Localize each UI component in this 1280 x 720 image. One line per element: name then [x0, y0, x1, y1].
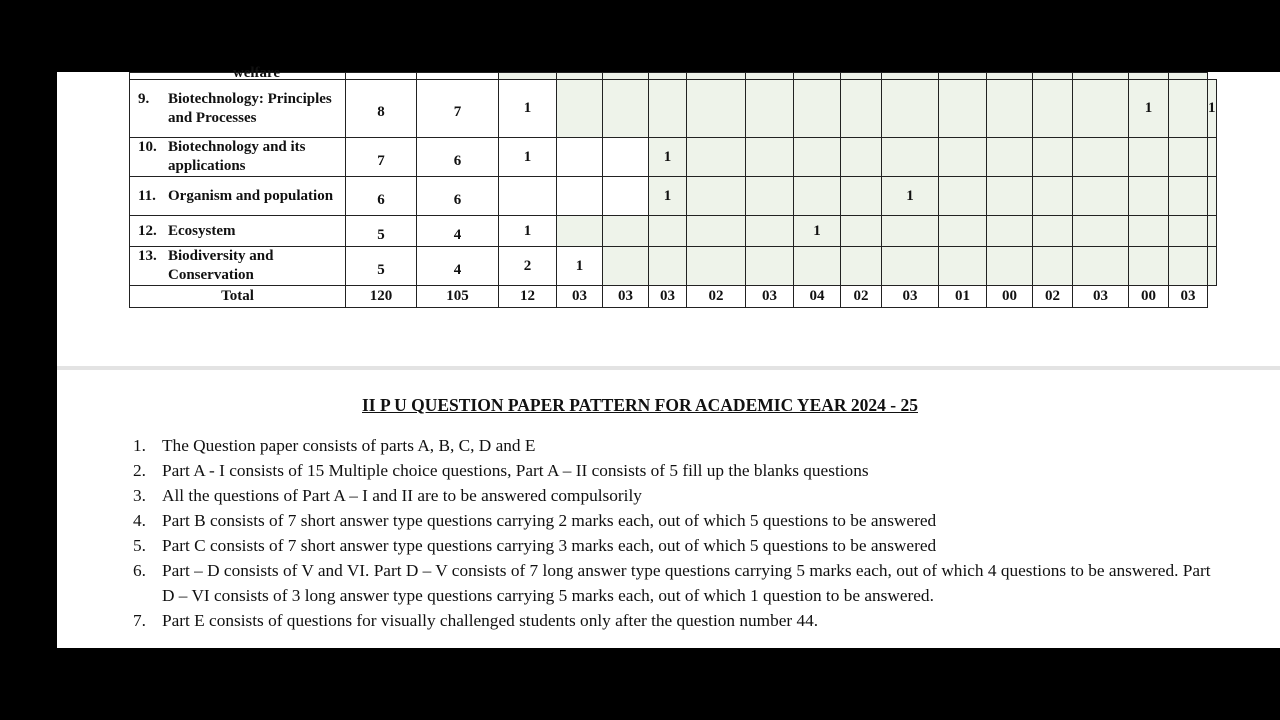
rule-text: Part E consists of questions for visually challenged students only after the question number 44.	[162, 611, 819, 630]
table-cell	[987, 80, 1033, 138]
table-cell	[1169, 138, 1208, 177]
unit-cell	[130, 138, 346, 177]
cell-value: 1	[523, 222, 532, 239]
table-cell	[649, 80, 687, 138]
table-cell	[1073, 80, 1129, 138]
total-cell: 03	[882, 286, 939, 308]
table-cell	[649, 216, 687, 247]
pattern-rule	[133, 433, 1213, 458]
table-cell	[794, 138, 841, 177]
table-cell	[557, 177, 603, 216]
table-row-total	[130, 286, 1217, 308]
cell-value: 1	[663, 187, 672, 204]
table-cell	[557, 80, 603, 138]
table-cell	[841, 177, 882, 216]
clipped-unit-text: welfare	[232, 65, 281, 81]
table-cell	[987, 73, 1033, 80]
table-cell	[882, 216, 939, 247]
table-cell	[746, 80, 794, 138]
total-cell: 02	[1033, 286, 1073, 308]
table-cell	[687, 138, 746, 177]
table-cell	[557, 73, 603, 80]
table-cell	[417, 138, 499, 177]
table-cell	[417, 216, 499, 247]
rule-text: Part – D consists of V and VI. Part D – V consists of 7 long answer type questions carrying 5 marks each, out of which 4 questions to be answered. Part D – VI consists of 3 long answer type questions carrying 5 marks each, out of which 1 question to be answered.	[162, 561, 1211, 605]
table-cell	[130, 65, 346, 81]
table-cell	[841, 73, 882, 80]
total-cell: 03	[1169, 286, 1208, 308]
table-cell	[346, 247, 417, 286]
table-cell	[1208, 80, 1217, 138]
total-cell: 03	[1073, 286, 1129, 308]
table-cell	[746, 73, 794, 80]
table-cell	[417, 80, 499, 138]
table-row	[130, 216, 1217, 247]
table-cell	[1208, 177, 1217, 216]
total-cell: 120	[346, 286, 417, 308]
cell-value: 5	[377, 226, 385, 243]
total-cell: 00	[987, 286, 1033, 308]
table-cell	[499, 73, 557, 80]
table-cell	[794, 73, 841, 80]
rule-text: Part C consists of 7 short answer type questions carrying 3 marks each, out of which 5 questions to be answered	[162, 536, 937, 555]
unit-name: Biotechnology and its applications	[168, 139, 306, 174]
table-cell	[1208, 138, 1217, 177]
table-cell	[649, 177, 687, 216]
table-cell	[1073, 177, 1129, 216]
table-cell	[1208, 247, 1217, 286]
table-cell	[987, 247, 1033, 286]
total-cell: 03	[557, 286, 603, 308]
table-cell	[746, 247, 794, 286]
table-cell	[687, 247, 746, 286]
total-cell: 03	[649, 286, 687, 308]
table-cell	[1073, 73, 1129, 80]
total-cell: 00	[1129, 286, 1169, 308]
total-label: Total	[130, 286, 346, 308]
table-cell	[499, 138, 557, 177]
cell-value: 1	[663, 148, 672, 165]
table-cell	[939, 247, 987, 286]
rule-number: 6.	[133, 561, 146, 580]
table-cell	[1073, 138, 1129, 177]
unit-name: Biotechnology: Principles and Processes	[168, 90, 332, 126]
cell-value: 4	[453, 226, 462, 243]
table-cell	[603, 138, 649, 177]
table-cell	[939, 73, 987, 80]
table-cell	[557, 216, 603, 247]
pattern-rule	[133, 558, 1213, 608]
pattern-rules-list	[133, 433, 1213, 633]
cell-value: 1	[575, 257, 584, 274]
table-cell	[499, 177, 557, 216]
table-cell	[841, 216, 882, 247]
table-cell	[499, 216, 557, 247]
table-cell	[939, 80, 987, 138]
unit-number: 10.	[138, 139, 157, 155]
table-cell	[346, 80, 417, 138]
cell-value: 1	[906, 187, 914, 204]
table-cell	[603, 80, 649, 138]
table-cell	[794, 216, 841, 247]
rule-number: 4.	[133, 511, 146, 530]
cell-value: 6	[453, 191, 462, 208]
cell-value: 2	[523, 257, 532, 274]
table-cell	[603, 247, 649, 286]
total-cell: 02	[687, 286, 746, 308]
total-cell: 12	[499, 286, 557, 308]
table-cell	[841, 80, 882, 138]
table-cell	[687, 73, 746, 80]
table-cell	[346, 138, 417, 177]
table-cell	[1169, 80, 1208, 138]
cell-value: 6	[453, 152, 462, 169]
rule-text: The Question paper consists of parts A, B, C, D and E	[162, 436, 536, 455]
table-cell	[746, 138, 794, 177]
rule-number: 3.	[133, 486, 146, 505]
table-cell	[1129, 73, 1169, 80]
table-cell	[1129, 247, 1169, 286]
pattern-rule	[133, 483, 1213, 508]
table-cell	[1169, 73, 1208, 80]
table-cell	[1129, 177, 1169, 216]
rule-text: Part B consists of 7 short answer type questions carrying 2 marks each, out of which 5 questions to be answered	[162, 511, 937, 530]
cell-value: 8	[377, 104, 385, 120]
unit-number: 11.	[138, 187, 156, 204]
rule-number: 7.	[133, 611, 146, 630]
table-cell	[603, 73, 649, 80]
table-cell	[687, 177, 746, 216]
table-cell	[987, 138, 1033, 177]
total-cell: 02	[841, 286, 882, 308]
cell-value: 1	[1144, 100, 1153, 116]
cell-value: 1	[1208, 100, 1216, 116]
rule-number: 5.	[133, 536, 146, 555]
table-cell	[1073, 216, 1129, 247]
table-cell	[746, 216, 794, 247]
table-cell	[499, 80, 557, 138]
table-cell	[649, 247, 687, 286]
table-cell	[1169, 177, 1208, 216]
table-cell	[557, 247, 603, 286]
pattern-rule	[133, 458, 1213, 483]
table-cell	[1073, 247, 1129, 286]
table-cell	[882, 73, 939, 80]
cell-value: 1	[523, 148, 532, 165]
table-cell	[882, 247, 939, 286]
table-row	[130, 177, 1217, 216]
table-cell	[417, 177, 499, 216]
rule-number: 1.	[133, 436, 146, 455]
table-cell	[1129, 138, 1169, 177]
total-cell: 04	[794, 286, 841, 308]
unit-number: 9.	[138, 90, 150, 107]
table-cell	[417, 73, 499, 80]
table-cell	[987, 177, 1033, 216]
table-cell	[417, 247, 499, 286]
table-cell	[346, 216, 417, 247]
table-cell	[346, 73, 417, 80]
unit-name: Ecosystem	[168, 222, 236, 239]
table-cell	[882, 80, 939, 138]
table-cell	[1033, 138, 1073, 177]
table-cell	[1033, 247, 1073, 286]
table-cell	[794, 247, 841, 286]
unit-cell	[130, 247, 346, 286]
table-cell	[841, 138, 882, 177]
table-cell	[1208, 216, 1217, 247]
unit-name: Organism and population	[168, 187, 334, 204]
table-cell	[794, 177, 841, 216]
total-cell: 03	[746, 286, 794, 308]
table-row	[130, 247, 1217, 286]
table-row	[130, 138, 1217, 177]
table-cell	[794, 80, 841, 138]
table-cell	[1033, 73, 1073, 80]
pattern-rule	[133, 508, 1213, 533]
pattern-rule	[133, 608, 1213, 633]
unit-number: 12.	[138, 222, 157, 239]
rule-text: Part A - I consists of 15 Multiple choice questions, Part A – II consists of 5 fill up the blanks questions	[162, 461, 869, 480]
table-cell	[939, 216, 987, 247]
table-row-clipped	[130, 73, 1217, 80]
table-cell	[649, 138, 687, 177]
table-cell	[1033, 80, 1073, 138]
unit-number: 13.	[138, 248, 157, 264]
unit-cell	[130, 177, 346, 216]
table-cell	[687, 216, 746, 247]
table-cell	[603, 177, 649, 216]
table-cell	[687, 80, 746, 138]
rule-text: All the questions of Part A – I and II are to be answered compulsorily	[162, 486, 642, 505]
total-cell: 03	[603, 286, 649, 308]
table-cell	[557, 138, 603, 177]
pattern-title: II P U QUESTION PAPER PATTERN FOR ACADEMIC YEAR 2024 - 25	[362, 395, 918, 415]
table-cell	[499, 247, 557, 286]
table-row	[130, 80, 1217, 138]
table-cell	[882, 138, 939, 177]
total-cell: 105	[417, 286, 499, 308]
cell-value: 1	[523, 100, 532, 116]
table-cell	[939, 138, 987, 177]
cell-value: 1	[813, 222, 821, 239]
pattern-rule	[133, 533, 1213, 558]
table-cell	[649, 73, 687, 80]
table-cell	[603, 216, 649, 247]
blueprint-table	[129, 65, 1217, 308]
cell-value: 7	[453, 104, 462, 120]
unit-cell	[130, 80, 346, 138]
table-cell	[1129, 80, 1169, 138]
table-cell	[882, 177, 939, 216]
cell-value: 4	[453, 261, 462, 278]
table-cell	[346, 177, 417, 216]
table-cell	[746, 177, 794, 216]
table-cell	[841, 247, 882, 286]
table-cell	[1169, 216, 1208, 247]
table-cell	[1169, 247, 1208, 286]
cell-value: 5	[377, 261, 385, 278]
table-cell	[939, 177, 987, 216]
unit-cell	[130, 216, 346, 247]
table-cell	[1033, 216, 1073, 247]
unit-name: Biodiversity and Conservation	[168, 248, 274, 283]
table-cell	[987, 216, 1033, 247]
table-cell	[1129, 216, 1169, 247]
total-cell: 01	[939, 286, 987, 308]
table-cell	[1033, 177, 1073, 216]
rule-number: 2.	[133, 461, 146, 480]
cell-value: 7	[377, 152, 385, 169]
cell-value: 6	[377, 191, 385, 208]
